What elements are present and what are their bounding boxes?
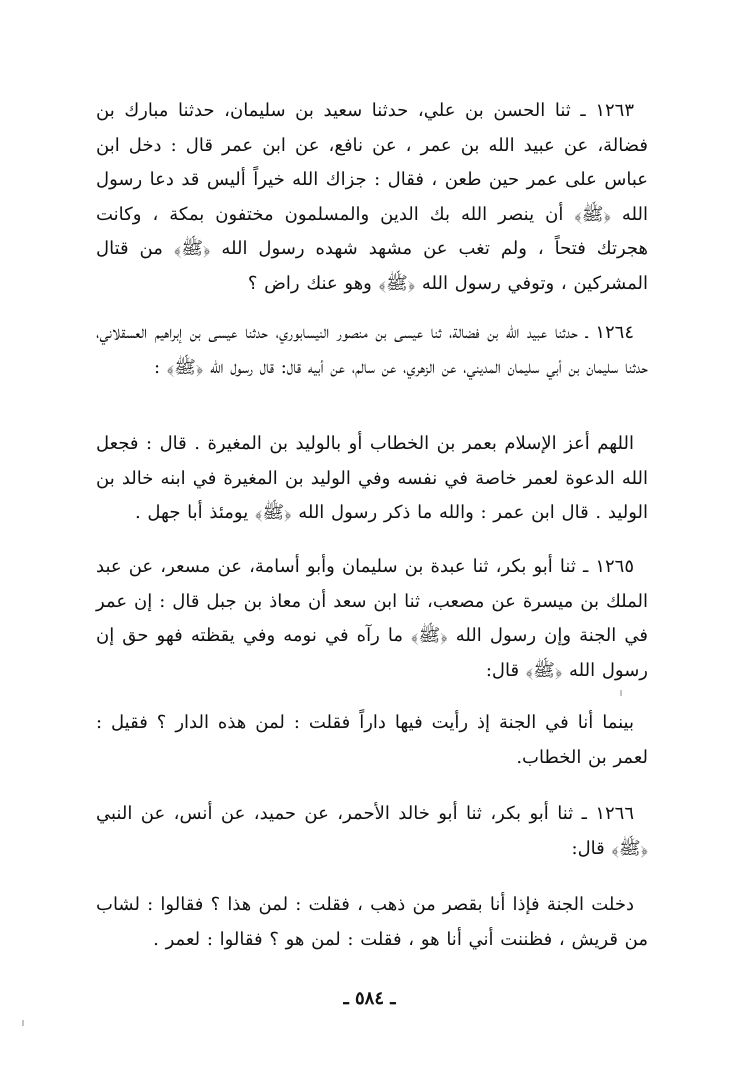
scan-speck [620, 690, 622, 696]
hadith-1263: ١٢٦٣ ـ ثنا الحسن بن علي، حدثنا سعيد بن سليمان، حدثنا مبارك بن فضالة، عن عبيد الله بن عمر ، عن نافع، عن ابن عمر قال : دخل ابن عباس على عمر حين طعن ، فقال : جزاك الله خيراً أليس قد دعا رسول الله ﴿ﷺ﴾ أن ينصر الله بك الدين والمسلمون مختفون بمكة ، وكانت هجرتك فتحاً ، ولم تغب عن مشهد شهده رسول الله ﴿ﷺ﴾ من قتال المشركين ، وتوفي رسول الله ﴿ﷺ﴾ وهو عنك راض ؟ [96, 100, 648, 294]
scan-speck [22, 1020, 24, 1026]
hadith-1265-matn: بينما أنا في الجنة إذ رأيت فيها داراً فقلت : لمن هذه الدار ؟ فقيل : لعمر بن الخطاب. [96, 712, 648, 768]
hadith-1264-matn: اللهم أعز الإسلام بعمر بن الخطاب أو بالوليد بن المغيرة . قال : فجعل الله الدعوة لعمر خاصة في نفسه وفي الوليد بن المغيرة في ابنه خالد بن الوليد . قال ابن عمر : والله ما ذكر رسول الله ﴿ﷺ﴾ يومئذ أبا جهل . [96, 433, 648, 524]
hadith-1265-isnad: ١٢٦٥ ـ ثنا أبو بكر، ثنا عبدة بن سليمان وأبو أسامة، عن مسعر، عن عبد الملك بن ميسرة عن مصعب، ثنا ابن سعد أن معاذ بن جبل قال : إن عمر في الجنة وإن رسول الله ﴿ﷺ﴾ ما رآه في نومه وفي يقظته فهو حق إن رسول الله ﴿ﷺ﴾ قال: [96, 556, 648, 681]
hadith-1264-isnad: ١٢٦٤ ـ حدثنا عبيد الله بن فضالة، ثنا عيسى بن منصور النيسابوري، حدثنا عيسى بن إبراهيم العسقلاني، حدثنا سليمان بن أبي سليمان المديني، عن الزهري، عن سالم، عن أبيه قال: قال رسول الله ﴿ﷺ﴾ : [96, 322, 648, 378]
hadith-1266-isnad: ١٢٦٦ ـ ثنا أبو بكر، ثنا أبو خالد الأحمر، عن حميد، عن أنس، عن النبي ﴿ﷺ﴾ قال: [96, 803, 648, 859]
hadith-1266-matn: دخلت الجنة فإذا أنا بقصر من ذهب ، فقلت : لمن هذا ؟ فقالوا : لشاب من قريش ، فظننت أني أنا هو ، فقلت : لمن هو ؟ فقالوا : لعمر . [96, 894, 648, 950]
page-number: ـ ٥٨٤ ـ [343, 988, 396, 1009]
